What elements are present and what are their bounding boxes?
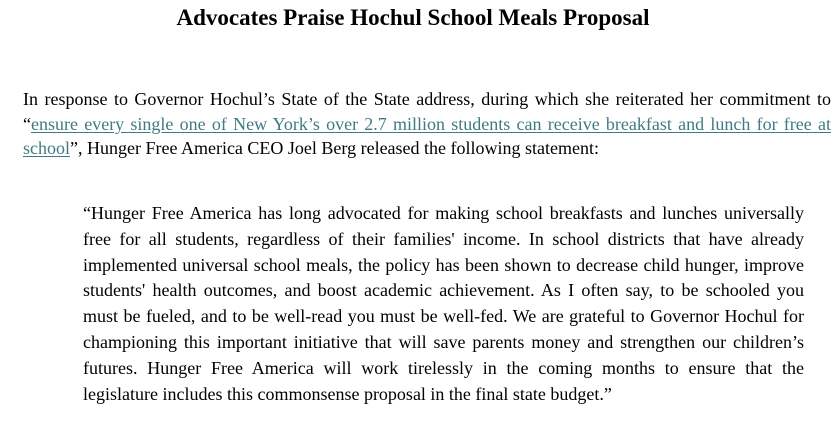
article-title: Advocates Praise Hochul School Meals Proposal xyxy=(176,5,650,30)
intro-paragraph xyxy=(23,87,831,161)
intro-text-after-link: ”, Hunger Free America CEO Joel Berg released the following statement: xyxy=(70,138,600,158)
school-meals-commitment-link[interactable]: ensure every single one of New York’s over 2.7 million students can receive breakfast and lunch for free at school xyxy=(23,113,831,158)
joel-berg-quote: “Hunger Free America has long advocated for making school breakfasts and lunches universally free for all students, regardless of their families' income. In school districts that have already implemented universal school meals, the policy has been shown to decrease child hunger, improve students' health outcomes, and boost academic achievement. As I often say, to be schooled you must be fueled, and to be well-read you must be well-fed. We are grateful to Governor Hochul for championing this important initiative that will save parents money and strengthen our children’s futures. Hunger Free America will work tirelessly in the coming months to ensure that the legislature includes this commonsense proposal in the final state budget.” xyxy=(83,203,804,404)
intro-text-before-link: In response to Governor Hochul’s State of the State address, during which she reiterated her commitment to “ xyxy=(23,89,831,134)
